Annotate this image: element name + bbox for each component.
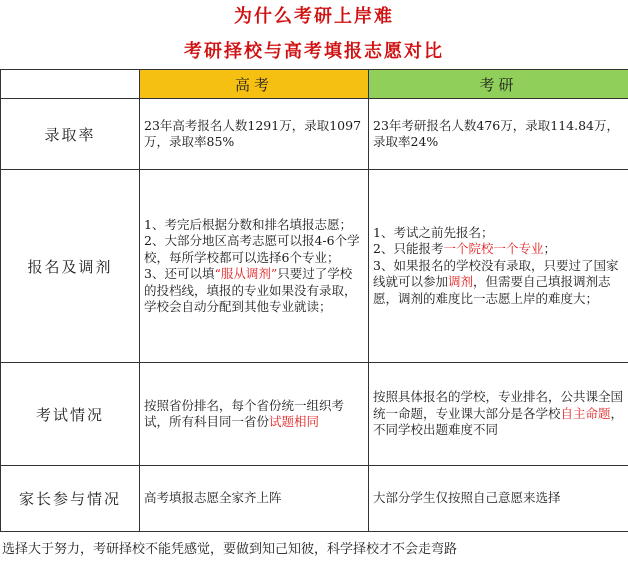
kaoyan-parents: 大部分学生仅按照自己意愿来选择 bbox=[369, 466, 628, 532]
gaokao-reg-line1: 1、考完后根据分数和排名填报志愿； bbox=[144, 216, 352, 232]
table-row bbox=[1, 363, 628, 466]
gaokao-reg-line3-a: 3、还可以填 bbox=[144, 266, 215, 281]
table-header-row bbox=[1, 70, 628, 99]
kaoyan-exam-highlight: 自主命题 bbox=[560, 405, 611, 421]
kaoyan-exam-text-a: 按照具体报名的学校，专业排名，公共课全国统一命题，专业课大部分是各学校 bbox=[373, 389, 624, 421]
page-subtitle: 考研择校与高考填报志愿对比 bbox=[184, 41, 444, 62]
table-row bbox=[1, 466, 628, 532]
kaoyan-reg-line3-highlight: 调剂 bbox=[448, 274, 474, 290]
comparison-table bbox=[0, 69, 628, 532]
kaoyan-reg-line1: 1、考试之前先报名； bbox=[373, 224, 494, 240]
gaokao-exam-highlight: 试题相同 bbox=[269, 414, 320, 429]
kaoyan-reg-line2-highlight: 一个院校一个专业 bbox=[443, 241, 544, 257]
kaoyan-reg-line2-a: 2、只能报考 bbox=[373, 241, 444, 257]
row-label-exam: 考试情况 bbox=[1, 363, 140, 466]
gaokao-registration bbox=[140, 170, 369, 363]
footer-note: 选择大于努力，考研择校不能凭感觉，要做到知己知彼，科学择校才不会走弯路 bbox=[2, 542, 458, 557]
gaokao-reg-line3-highlight: “服从调剂” bbox=[214, 266, 278, 281]
row-label-registration: 报名及调剂 bbox=[1, 170, 140, 363]
kaoyan-reg-line3-c: ，但需要自己填报调剂志愿，调剂的难度比一志愿上岸的难度大； bbox=[373, 274, 611, 306]
table-row bbox=[1, 99, 628, 170]
header-empty-cell bbox=[1, 70, 140, 99]
kaoyan-reg-line2-c: ； bbox=[543, 241, 556, 257]
header-gaokao: 高考 bbox=[140, 70, 369, 99]
kaoyan-reg-line3-a: 3、如果报名的学校没有录取，只要过了国家线就可以参加 bbox=[373, 257, 619, 290]
row-label-admission-rate: 录取率 bbox=[1, 99, 140, 170]
header-kaoyan: 考研 bbox=[369, 70, 628, 99]
kaoyan-admission-rate: 23年考研报名人数476万，录取114.84万，录取率24% bbox=[369, 99, 628, 170]
gaokao-parents: 高考填报志愿全家齐上阵 bbox=[140, 466, 369, 532]
gaokao-exam bbox=[140, 363, 369, 466]
kaoyan-exam-text-c: ，不同学校出题难度不同 bbox=[373, 405, 624, 438]
kaoyan-registration bbox=[369, 170, 628, 363]
table-row bbox=[1, 170, 628, 363]
kaoyan-exam bbox=[369, 363, 628, 466]
gaokao-reg-line3-c: 只要过了学校的投档线，填报的专业如果没有录取，学校会自动分配到其他专业就读； bbox=[144, 266, 357, 314]
gaokao-reg-line2: 2、大部分地区高考志愿可以报4-6个学校，每所学校都可以选择6个专业； bbox=[144, 233, 360, 265]
gaokao-admission-rate: 23年高考报名人数1291万，录取1097万，录取率85% bbox=[140, 99, 369, 170]
row-label-parents: 家长参与情况 bbox=[1, 466, 140, 532]
gaokao-exam-text: 按照省份排名，每个省份统一组织考试，所有科目同一省份 bbox=[144, 397, 345, 429]
page-title: 为什么考研上岸难 bbox=[234, 6, 394, 27]
